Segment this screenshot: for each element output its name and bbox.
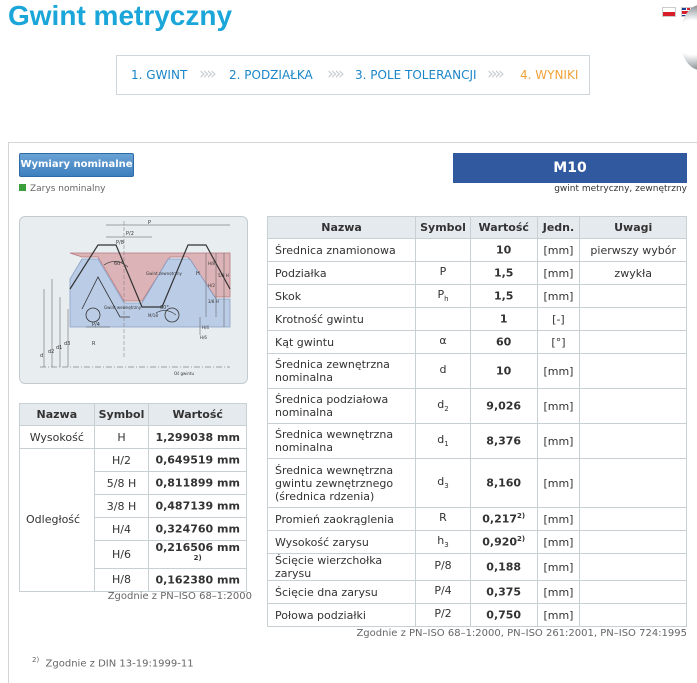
value-note: 2) xyxy=(517,512,526,521)
wizard-steps xyxy=(116,55,590,95)
label-h8: H/8 xyxy=(208,261,215,266)
table-row xyxy=(268,389,687,424)
step-3-pole-tolerancji[interactable]: 3. POLE TOLERANCJI xyxy=(355,68,477,82)
cell-value xyxy=(470,285,537,308)
label-d1: d1 xyxy=(56,345,63,351)
column-header-name: Nazwa xyxy=(268,217,416,239)
label-p: P xyxy=(148,220,152,226)
label-38h: 3/8 H xyxy=(208,299,219,304)
page-title: Gwint metryczny xyxy=(8,0,233,31)
symbol-text: R xyxy=(439,511,447,525)
cell-name: Promień zaokrąglenia xyxy=(268,508,416,531)
symbol-text: d xyxy=(437,398,445,412)
label-p4: P/4 xyxy=(92,322,100,328)
cell-symbol: 3/8 H xyxy=(94,495,149,518)
symbol-text: d xyxy=(439,363,447,377)
symbol-subscript: 2 xyxy=(444,405,449,414)
table-row xyxy=(268,554,687,581)
cell-remark xyxy=(580,531,687,554)
cell-name: Ścięcie dna zarysu xyxy=(268,581,416,604)
column-header-unit: Jedn. xyxy=(537,217,580,239)
cell-value xyxy=(470,604,537,627)
symbol-text: P/2 xyxy=(434,607,452,621)
value-note: 2) xyxy=(517,535,526,544)
cell-unit: [mm] xyxy=(537,239,580,262)
cell-value: 0,649519 mm xyxy=(149,449,247,472)
table-row xyxy=(268,581,687,604)
cell-unit: [mm] xyxy=(537,581,580,604)
label-angle: 60° xyxy=(114,261,123,267)
left-table-source: Zgodnie z PN–ISO 68–1:2000 xyxy=(107,591,252,602)
symbol-text: α xyxy=(439,334,447,348)
value-text: 0,188 xyxy=(486,560,522,574)
table-row xyxy=(268,424,687,459)
value-text: 1,5 xyxy=(493,289,514,303)
symbol-subscript: 3 xyxy=(444,541,449,550)
label-r: R xyxy=(92,341,96,347)
cell-unit: [mm] xyxy=(537,285,580,308)
nominal-profile-legend xyxy=(19,184,106,194)
cell-remark xyxy=(580,389,687,424)
column-header-value: Wartość xyxy=(149,404,247,426)
label-d3: d3 xyxy=(64,341,71,347)
step-4-wyniki[interactable]: 4. WYNIKI xyxy=(520,68,579,82)
table-row xyxy=(268,239,687,262)
cell-unit: [mm] xyxy=(537,354,580,389)
label-p8: P/8 xyxy=(116,240,124,246)
cell-value xyxy=(470,354,537,389)
cell-symbol xyxy=(416,331,471,354)
cell-remark xyxy=(580,508,687,531)
column-header-value: Wartość xyxy=(470,217,537,239)
value-text: 0,217 xyxy=(482,512,518,526)
label-h: H xyxy=(196,271,200,277)
symbol-subscript: 1 xyxy=(444,440,449,449)
cell-name: Wysokość zarysu xyxy=(268,531,416,554)
green-square-icon xyxy=(19,184,26,191)
cell-value xyxy=(470,331,537,354)
symbol-text: d xyxy=(437,475,445,489)
table-row xyxy=(268,459,687,508)
nominal-dimensions-button[interactable]: Wymiary nominalne xyxy=(19,153,134,177)
column-header-remarks: Uwagi xyxy=(580,217,687,239)
cell-unit: [mm] xyxy=(537,531,580,554)
table-row xyxy=(268,531,687,554)
thread-profile-drawing xyxy=(20,217,247,383)
symbol-text: h xyxy=(437,534,445,548)
cell-name-distance: Odległość xyxy=(20,449,95,592)
cell-value: 0,216506 mm $^{2)}$ xyxy=(149,541,247,569)
label-axis: Oś gwintu xyxy=(174,371,195,376)
cell-name: Podziałka xyxy=(268,262,416,285)
cell-symbol: H/2 xyxy=(94,449,149,472)
table-row xyxy=(268,508,687,531)
cell-symbol xyxy=(416,531,471,554)
thread-parameters-table xyxy=(267,216,687,627)
cell-unit: [-] xyxy=(537,308,580,331)
value-text: 60 xyxy=(496,335,512,349)
cell-unit: [°] xyxy=(537,331,580,354)
thread-designation: M10 xyxy=(453,153,687,183)
cell-value xyxy=(470,239,537,262)
cell-symbol xyxy=(416,508,471,531)
footnote-text: Zgodnie z DIN 13-19:1999-11 xyxy=(45,658,194,670)
table-row xyxy=(268,604,687,627)
symbol-text: P/4 xyxy=(434,584,452,598)
cell-symbol xyxy=(416,459,471,508)
value-text: 0,750 xyxy=(486,608,522,622)
column-header-symbol: Symbol xyxy=(94,404,149,426)
value-text: 10 xyxy=(496,243,512,257)
cell-name: Średnica wewnętrzna nominalna xyxy=(268,424,416,459)
cell-symbol xyxy=(416,285,471,308)
cell-remark xyxy=(580,581,687,604)
cell-remark xyxy=(580,459,687,508)
cell-symbol: 5/8 H xyxy=(94,472,149,495)
cell-name: Skok xyxy=(268,285,416,308)
cell-value: 0,487139 mm xyxy=(149,495,247,518)
thread-profile-diagram xyxy=(19,216,248,384)
step-separator-icon: »» xyxy=(487,64,502,84)
cell-unit: [mm] xyxy=(537,389,580,424)
cell-unit: [mm] xyxy=(537,554,580,581)
cell-value xyxy=(470,531,537,554)
table-row xyxy=(268,308,687,331)
cell-remark xyxy=(580,604,687,627)
cell-name: Średnica zewnętrzna nominalna xyxy=(268,354,416,389)
cell-remark xyxy=(580,424,687,459)
cell-name: Wysokość xyxy=(20,426,95,449)
value-text: 0,375 xyxy=(486,585,522,599)
table-row xyxy=(268,285,687,308)
cell-symbol xyxy=(416,581,471,604)
step-separator-icon: »» xyxy=(199,64,214,84)
cell-value: 0,162380 mm xyxy=(149,568,247,591)
cell-value xyxy=(470,424,537,459)
cell-value xyxy=(470,554,537,581)
cell-value: 1,299038 mm xyxy=(149,426,247,449)
label-internal-thread: Gwint wewnętrzny xyxy=(104,305,142,310)
cell-symbol xyxy=(416,424,471,459)
symbol-text: P/8 xyxy=(434,559,452,573)
cell-name: Ścięcie wierzchołka zarysu xyxy=(268,554,416,581)
table-row xyxy=(268,262,687,285)
label-h6: H/6 xyxy=(200,335,207,340)
table-row xyxy=(268,354,687,389)
table-row xyxy=(20,426,247,449)
column-header-symbol: Symbol xyxy=(416,217,471,239)
symbol-text: P xyxy=(439,265,447,279)
right-table-source: Zgodnie z PN–ISO 68–1:2000, PN–ISO 261:2001, PN–ISO 724:1995 xyxy=(356,628,687,639)
label-h4: H/4 xyxy=(202,325,209,330)
label-angle-2: 60° xyxy=(160,305,169,311)
symbol-subscript: 3 xyxy=(444,482,449,491)
cell-symbol xyxy=(416,354,471,389)
cell-unit: [mm] xyxy=(537,424,580,459)
cell-symbol xyxy=(416,308,471,331)
cell-remark xyxy=(580,308,687,331)
step-2-podzialka[interactable]: 2. PODZIAŁKA xyxy=(229,68,313,82)
step-separator-icon: »» xyxy=(327,64,342,84)
cell-symbol xyxy=(416,389,471,424)
cell-value: 0,324760 mm xyxy=(149,518,247,541)
cell-value xyxy=(470,308,537,331)
cell-name: Średnica wewnętrzna gwintu zewnętrznego (średnica rdzenia) xyxy=(268,459,416,508)
value-text: 8,160 xyxy=(486,476,522,490)
cell-name: Kąt gwintu xyxy=(268,331,416,354)
cell-remark xyxy=(580,354,687,389)
legend-label: Zarys nominalny xyxy=(30,184,106,194)
cell-symbol: H/6 xyxy=(94,541,149,569)
cell-value xyxy=(470,389,537,424)
cell-unit: [mm] xyxy=(537,459,580,508)
value-text: 1 xyxy=(499,312,508,326)
label-h2: H/2 xyxy=(208,283,215,288)
value-text: 10 xyxy=(496,364,512,378)
cell-symbol: H/8 xyxy=(94,568,149,591)
cell-name: Średnica znamionowa xyxy=(268,239,416,262)
cell-symbol xyxy=(416,239,471,262)
cell-symbol xyxy=(416,604,471,627)
label-58h: 5/8 H xyxy=(218,273,229,278)
cell-remark xyxy=(580,554,687,581)
cell-value xyxy=(470,508,537,531)
label-d2: d2 xyxy=(48,349,55,355)
step-1-gwint[interactable]: 1. GWINT xyxy=(131,68,188,82)
footnote xyxy=(32,656,194,669)
cell-value xyxy=(470,581,537,604)
distances-table xyxy=(19,403,247,592)
cell-symbol xyxy=(416,554,471,581)
cell-symbol: H/4 xyxy=(94,518,149,541)
label-m18: M/18 xyxy=(148,313,158,318)
table-row xyxy=(268,331,687,354)
table-row xyxy=(20,449,247,472)
cell-symbol xyxy=(416,262,471,285)
cell-unit: [mm] xyxy=(537,604,580,627)
label-external-thread: Gwint zewnętrzny xyxy=(146,271,182,276)
value-text: 0,920 xyxy=(482,535,518,549)
symbol-text: P xyxy=(437,288,445,302)
cell-name: Krotność gwintu xyxy=(268,308,416,331)
cell-unit: [mm] xyxy=(537,262,580,285)
cell-symbol: H xyxy=(94,426,149,449)
polish-flag-icon[interactable] xyxy=(662,7,676,17)
label-d: d xyxy=(40,353,44,359)
value-text: 8,376 xyxy=(486,434,522,448)
value-text: 9,026 xyxy=(486,399,522,413)
thread-description: gwint metryczny, zewnętrzny xyxy=(554,184,687,194)
value-text: 1,5 xyxy=(493,266,514,280)
cell-value: 0,811899 mm xyxy=(149,472,247,495)
cell-value xyxy=(470,262,537,285)
symbol-subscript: h xyxy=(444,295,449,304)
cell-value xyxy=(470,459,537,508)
cell-name: Średnica podziałowa nominalna xyxy=(268,389,416,424)
symbol-text: d xyxy=(437,433,445,447)
cell-name: Połowa podziałki xyxy=(268,604,416,627)
cell-remark: zwykła xyxy=(580,262,687,285)
label-p2: P/2 xyxy=(126,231,134,237)
cell-remark xyxy=(580,331,687,354)
footnote-mark: 2) xyxy=(32,656,40,664)
cell-remark xyxy=(580,285,687,308)
cell-unit: [mm] xyxy=(537,508,580,531)
cell-remark: pierwszy wybór xyxy=(580,239,687,262)
column-header-name: Nazwa xyxy=(20,404,95,426)
